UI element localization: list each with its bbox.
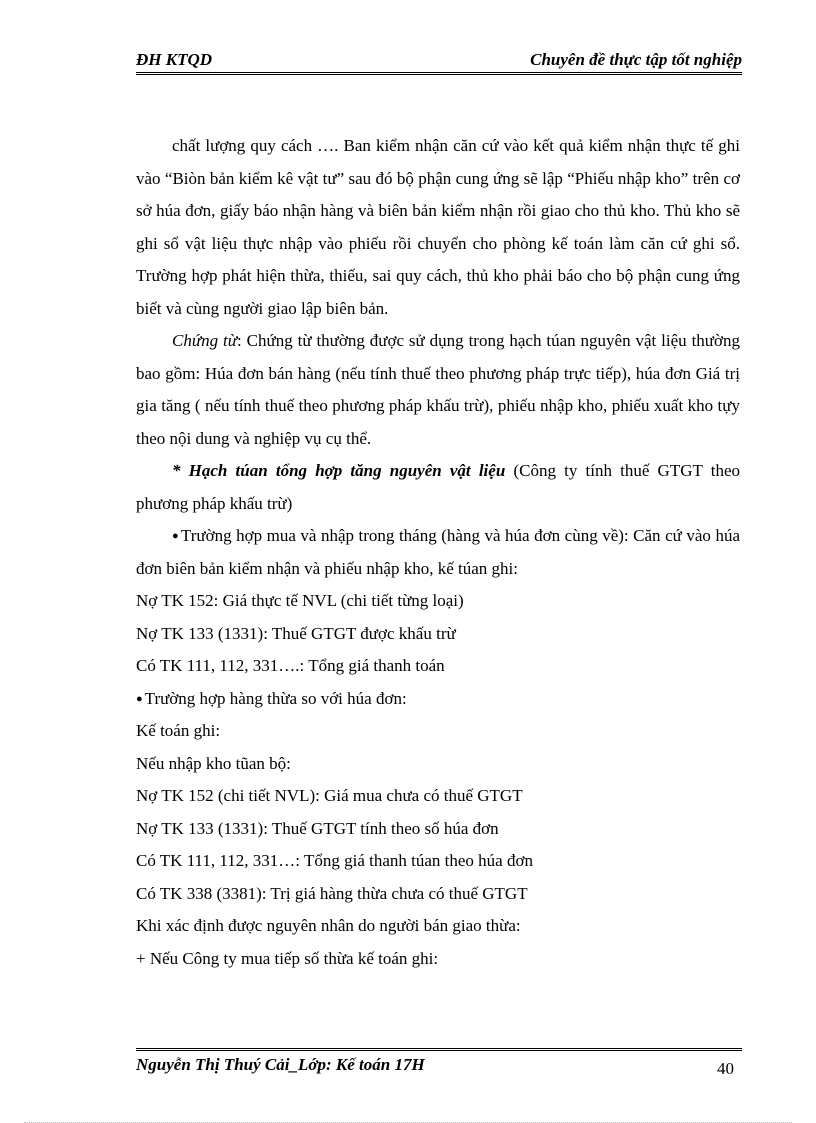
paragraph-documents <box>136 325 740 455</box>
case-surplus-text: Trường hợp hàng thừa so với húa đơn: <box>144 688 407 708</box>
page-number: 40 <box>717 1059 734 1078</box>
entry-line: Khi xác định được nguyên nhân do người bán giao thừa: <box>136 916 521 935</box>
entry-line: Nợ TK 133 (1331): Thuế GTGT tính theo số húa đơn <box>136 818 499 838</box>
entry-line: Nếu nhập kho tũan bộ: <box>136 753 291 773</box>
header-left: ĐH KTQD <box>136 50 213 69</box>
entry-line: Có TK 111, 112, 331…: Tổng giá thanh túan theo húa đơn <box>136 851 533 870</box>
case-surplus <box>136 683 740 716</box>
header-right: Chuyên đề thực tập tốt nghiệp <box>530 50 742 69</box>
bullet-icon: ● <box>136 692 143 705</box>
entry-line: Nợ TK 133 (1331): Thuế GTGT được khấu trừ <box>136 623 456 643</box>
paragraph-receiving: chất lượng quy cách …. Ban kiểm nhận căn cứ vào kết quả kiểm nhận thực tế ghi vào “Biòn bản kiểm kê vật tư” sau đó bộ phận cung ứng sẽ lập “Phiếu nhập kho” trên cơ sở húa đơn, giấy báo nhận hàng và biên bản kiểm nhận rồi giao cho thủ kho. Thủ kho sẽ ghi sổ vật liệu thực nhập vào phiếu rồi chuyển cho phòng kế toán làm căn cứ ghi sổ. Trường hợp phát hiện thừa, thiếu, sai quy cách, thủ kho phải báo cho bộ phận cung ứng biết và cùng người giao lập biên bản. <box>136 136 740 318</box>
page-body <box>136 130 740 975</box>
entry-line: + Nếu Công ty mua tiếp số thừa kế toán ghi: <box>136 948 439 968</box>
section-heading-note: (Công ty tính thuế GTGT theo phương pháp khấu trừ) <box>136 461 740 513</box>
entry-line: Nợ TK 152: Giá thực tế NVL (chi tiết từng loại) <box>136 591 464 610</box>
page-footer <box>136 1048 742 1081</box>
page-header <box>136 48 742 75</box>
documents-text: : Chứng từ thường được sử dụng trong hạch túan nguyên vật liệu thường bao gồm: Húa đơn bán hàng (nếu tính thuế theo phương pháp trực tiếp), húa đơn Giá trị gia tăng ( nếu tính thuế theo phương pháp khấu trừ), phiếu nhập kho, phiếu xuất kho tựy theo nội dung và nghiệp vụ cụ thể. <box>136 331 740 448</box>
entry-line: Có TK 111, 112, 331….: Tổng giá thanh toán <box>136 656 445 675</box>
documents-label: Chứng từ <box>172 331 238 350</box>
paragraph-heading <box>136 455 740 520</box>
entry-line: Có TK 338 (3381): Trị giá hàng thừa chưa có thuế GTGT <box>136 883 528 903</box>
entry-line: Nợ TK 152 (chi tiết NVL): Giá mua chưa có thuế GTGT <box>136 786 523 805</box>
bullet-icon: ● <box>172 530 179 542</box>
footer-author: Nguyễn Thị Thuý Cải_Lớp: Kế toán 17H <box>136 1055 425 1074</box>
section-heading: * Hạch túan tổng hợp tăng nguyên vật liệu <box>172 461 506 480</box>
case-purchase-text: Trường hợp mua và nhập trong tháng (hàng và húa đơn cùng về): Căn cứ vào húa đơn biên bản kiểm nhận và phiếu nhập kho, kế túan ghi: <box>136 526 740 578</box>
paragraph-case-purchase <box>136 520 740 585</box>
entry-line: Kế toán ghi: <box>136 721 221 740</box>
